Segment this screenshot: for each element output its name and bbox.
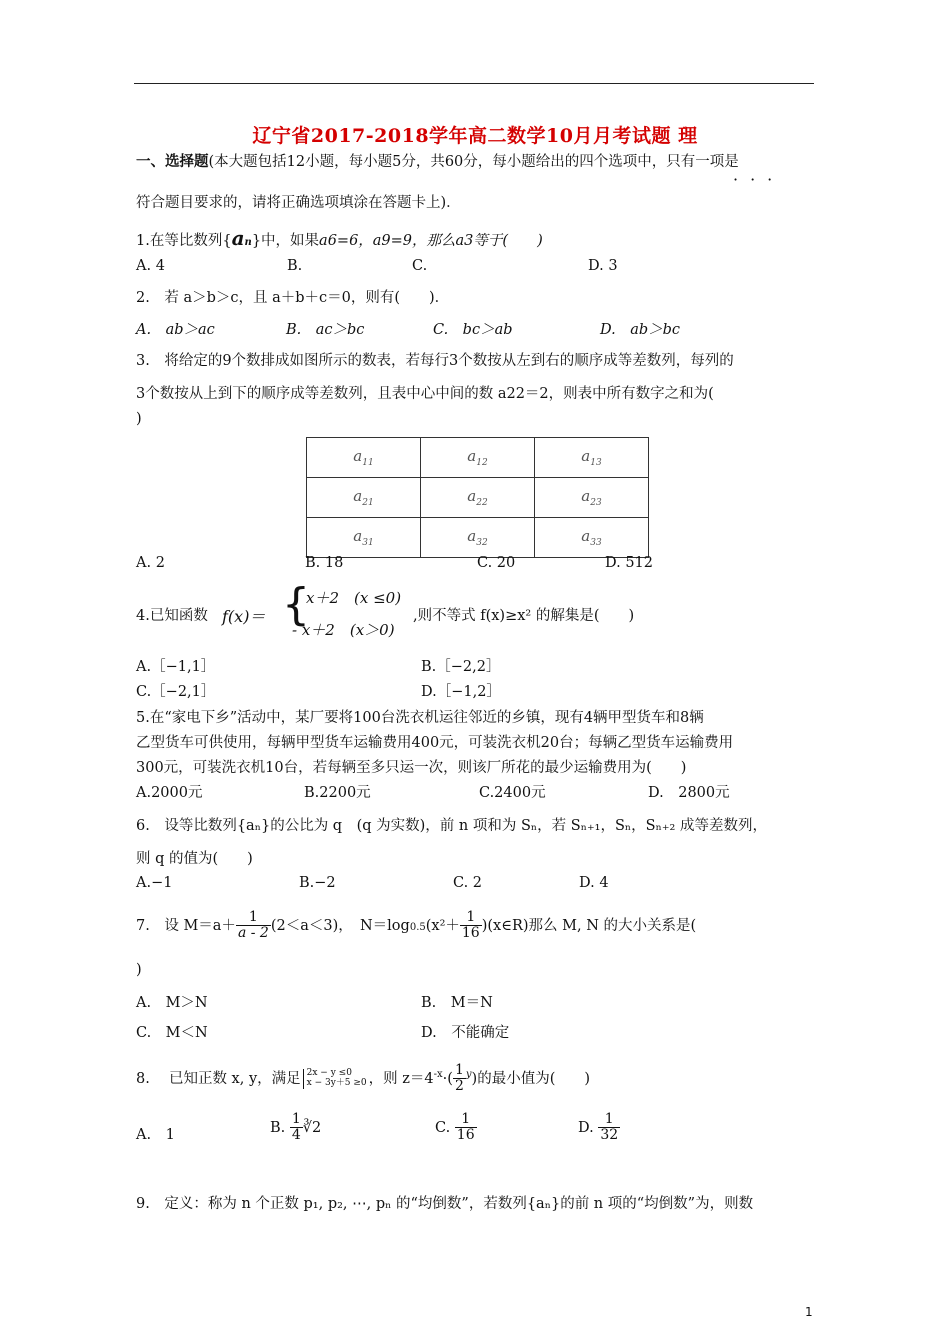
table-cell: $a_{23}$ <box>535 478 649 518</box>
q5-option-d[interactable]: D. 2800元 <box>648 785 730 801</box>
q8-mid: ，则 z＝4 <box>368 1070 434 1087</box>
table-cell: $a_{31}$ <box>307 518 421 558</box>
q7-option-d[interactable]: D. 不能确定 <box>421 1025 510 1041</box>
q5-line-3: 300元，可装洗衣机10台，若每辆至多只运一次，则该厂所花的最少运输费用为( ) <box>136 760 687 776</box>
q4-function: f(x)＝ <box>222 607 266 626</box>
table-cell: $a_{12}$ <box>421 438 535 478</box>
q1-seq: a <box>231 226 245 250</box>
q7-lead: 7. 设 M＝a＋ <box>136 917 236 934</box>
q1-cond: a6=6，a9=9，那么a3等于( ) <box>319 233 543 249</box>
q8-mid2: ·( <box>442 1070 453 1087</box>
number-table <box>306 437 649 558</box>
section-header-line2: 符合题目要求的，请将正确选项填涂在答题卡上)． <box>136 195 461 211</box>
q4-rest: ,则不等式 f(x)≥x² 的解集是( ) <box>413 608 635 624</box>
q7-tail: )(x∈R)那么 M, N 的大小关系是( <box>481 917 697 934</box>
q8-system: 2x − y ≤0 x − 3y＋5 ≥0 <box>303 1069 367 1089</box>
q3-option-c[interactable]: C. 20 <box>477 555 516 571</box>
table-row <box>307 478 649 518</box>
q7-line-2: ) <box>136 962 142 978</box>
section-header-bold: 一、选择题 <box>136 153 209 170</box>
table-row <box>307 438 649 478</box>
q1-option-c[interactable]: C. <box>412 258 428 274</box>
emphasis-dots: ··· <box>733 170 785 189</box>
question-1 <box>136 226 543 250</box>
q4-option-a[interactable]: A.［−1,1］ <box>136 659 216 675</box>
q4-option-c[interactable]: C.［−2,1］ <box>136 684 216 700</box>
q1-option-b[interactable]: B. <box>287 258 303 274</box>
q6-option-b[interactable]: B.−2 <box>299 875 336 891</box>
table-cell: $a_{11}$ <box>307 438 421 478</box>
question-7 <box>136 910 696 942</box>
q8-exp-2: y <box>465 1069 472 1081</box>
q3-option-a[interactable]: A. 2 <box>136 555 165 571</box>
q3-line-3: ) <box>136 411 142 427</box>
q5-option-c[interactable]: C.2400元 <box>479 785 546 801</box>
q2-option-b[interactable]: B. ac＞bc <box>286 322 365 338</box>
q5-option-a[interactable]: A.2000元 <box>136 785 203 801</box>
section-header <box>136 150 739 171</box>
q6-option-d[interactable]: D. 4 <box>579 875 609 891</box>
q8-option-c[interactable]: C. $\frac{1}{16}$ <box>435 1111 475 1144</box>
q4-option-b[interactable]: B.［−2,2］ <box>421 659 501 675</box>
table-cell: $a_{21}$ <box>307 478 421 518</box>
q8-option-d[interactable]: D. $\frac{1}{32}$ <box>578 1111 619 1144</box>
q6-option-c[interactable]: C. 2 <box>453 875 483 891</box>
q7-log-base: 0.5 <box>409 921 426 933</box>
question-8 <box>136 1063 590 1095</box>
header-rule <box>134 83 814 84</box>
q4-lead: 4.已知函数 <box>136 608 208 624</box>
table-cell: $a_{33}$ <box>535 518 649 558</box>
q4-case-1: x＋2 (x ≤0) <box>306 589 402 607</box>
q2-option-d[interactable]: D. ab＞bc <box>600 322 681 338</box>
q3-option-d[interactable]: D. 512 <box>605 555 654 571</box>
table-cell: $a_{32}$ <box>421 518 535 558</box>
q7-option-c[interactable]: C. M＜N <box>136 1025 208 1041</box>
table-cell: $a_{22}$ <box>421 478 535 518</box>
page-number: 1 <box>805 1305 813 1319</box>
q3-line-2: 3个数按从上到下的顺序成等差数列，且表中心中间的数 a22＝2，则表中所有数字之和为( <box>136 386 714 402</box>
q8-option-a[interactable]: A. 1 <box>136 1127 175 1143</box>
q7-mid: (2＜a＜3)， N＝log <box>270 917 410 934</box>
piecewise-brace: { <box>282 579 310 630</box>
q1-text-b: }中，如果 <box>251 233 320 249</box>
q5-line-1: 5.在“家电下乡”活动中，某厂要将100台洗衣机运往邻近的乡镇，现有4辆甲型货车和8辆 <box>136 710 704 726</box>
table-row <box>307 518 649 558</box>
q1-seq-sub: n <box>244 237 252 248</box>
q7-fraction-1: $\frac{1}{a - 2}$ <box>237 909 269 942</box>
q6-option-a[interactable]: A.−1 <box>136 875 173 891</box>
question-2: 2. 若 a＞b＞c，且 a＋b＋c＝0，则有( )． <box>136 290 450 306</box>
q8-tail: )的最小值为( ) <box>471 1070 591 1087</box>
q6-line-1: 6. 设等比数列{aₙ}的公比为 q (q 为实数)，前 n 项和为 Sₙ，若 Sₙ₊₁，Sₙ，Sₙ₊₂ 成等差数列， <box>136 818 767 834</box>
page-title: 辽宁省2017-2018学年高二数学10月月考试题 理 <box>252 125 698 147</box>
q1-option-a[interactable]: A. 4 <box>136 258 165 274</box>
q7-paren: (x²＋ <box>425 917 460 934</box>
q4-case-2: - x＋2 (x＞0) <box>292 621 395 639</box>
q5-option-b[interactable]: B.2200元 <box>304 785 371 801</box>
q2-option-c[interactable]: C. bc＞ab <box>433 322 513 338</box>
q3-option-b[interactable]: B. 18 <box>305 555 344 571</box>
section-header-text: (本大题包括12小题，每小题5分，共60分，每小题给出的四个选项中，只有一项是 <box>208 154 739 170</box>
q8-option-b[interactable]: B. $\frac{1}{4}$ ∛2 <box>270 1111 322 1144</box>
q7-option-a[interactable]: A. M＞N <box>136 995 208 1011</box>
q8-lead: 8. 已知正数 x, y，满足 <box>136 1070 301 1087</box>
table-cell: $a_{13}$ <box>535 438 649 478</box>
q1-option-d[interactable]: D. 3 <box>588 258 618 274</box>
q7-fraction-2: $\frac{1}{16}$ <box>461 909 480 942</box>
q8-fraction: $\frac{1}{2}$ <box>454 1062 464 1095</box>
q7-option-b[interactable]: B. M＝N <box>421 995 493 1011</box>
q4-option-d[interactable]: D.［−1,2］ <box>421 684 501 700</box>
q5-line-2: 乙型货车可供使用，每辆甲型货车运输费用400元，可装洗衣机20台；每辆乙型货车运输费用 <box>136 735 734 751</box>
q8-exp-1: -x <box>433 1069 443 1081</box>
q1-text-a: 1.在等比数列{ <box>136 233 232 249</box>
q6-line-2: 则 q 的值为( ) <box>136 851 253 867</box>
q3-line-1: 3. 将给定的9个数排成如图所示的数表，若每行3个数按从左到右的顺序成等差数列，每列的 <box>136 353 734 369</box>
q2-option-a[interactable]: A. ab＞ac <box>136 322 215 338</box>
q9-line-1: 9. 定义：称为 n 个正数 p₁, p₂, ⋯, pₙ 的“均倒数”，若数列{aₙ}的前 n 项的“均倒数”为，则数 <box>136 1196 754 1212</box>
